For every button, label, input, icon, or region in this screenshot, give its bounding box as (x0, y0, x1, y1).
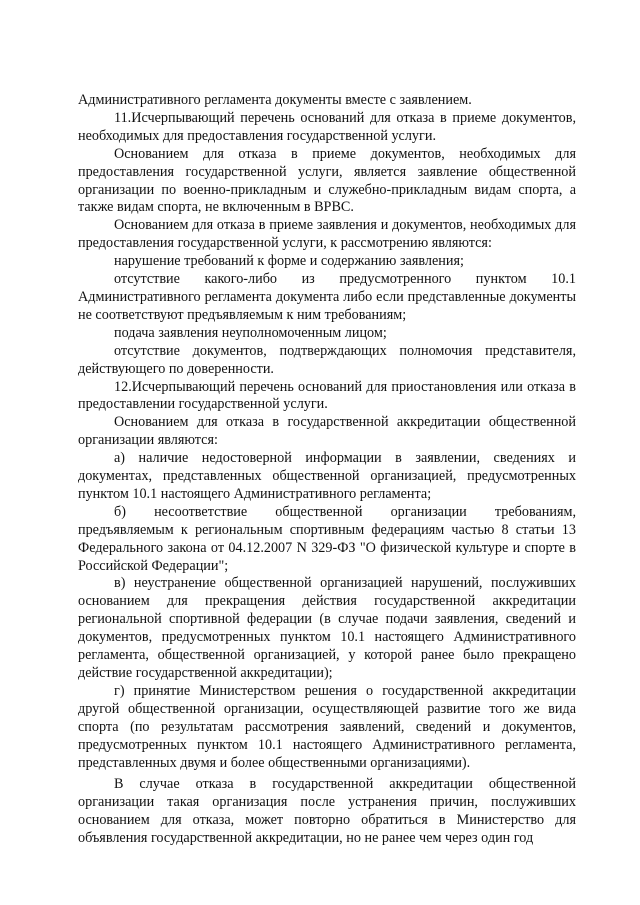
list-item-form-violation: нарушение требований к форме и содержанию заявления; (114, 253, 464, 270)
paragraph-refusal-grounds-intro: Основанием для отказа в приеме заявления и документов, необходимых для предоставления государственной услуги, к рассмотрению являются: (78, 217, 576, 252)
list-item-unauthorized-person: подача заявления неуполномоченным лицом; (114, 324, 387, 341)
paragraph-refusal-basis: Основанием для отказа в приеме документов, необходимых для предоставления государственной услуги, является заявление общественной организации по военно-прикладным и служебно-прикладным видам спорта, а также видам спорта, не включенным в ВРВС. (78, 145, 576, 216)
list-item-g: г) принятие Министерством решения о государственной аккредитации другой общественной организации, осуществляющей развитие того же вида спорта (по результатам рассмотрения заявлений, сведений и документов, предусмотренных пунктом 10.1 настоящего Административного регламента, представленных двумя и более общественными организациями). (78, 682, 576, 771)
list-item-missing-document: отсутствие какого-либо из предусмотренного пунктом 10.1 Административного регламента документа либо если представленные документы не соответствуют предъявляемым к ним требованиям; (78, 271, 576, 323)
section-11-heading: 11.Исчерпывающий перечень оснований для отказа в приеме документов, необходимых для предоставления государственной услуги. (78, 109, 576, 144)
paragraph-reapply: В случае отказа в государственной аккредитации общественной организации такая организация после устранения причин, послуживших основанием для отказа, может повторно обратиться в Министерство для объявления государственной аккредитации, но не ранее чем через один год (78, 776, 576, 847)
list-item-no-power-of-attorney: отсутствие документов, подтверждающих полномочия представителя, действующего по доверенности. (78, 342, 576, 377)
paragraph-accreditation-refusal-intro: Основанием для отказа в государственной аккредитации общественной организации являются: (78, 414, 576, 449)
list-item-v: в) неустранение общественной организацией нарушений, послуживших основанием для прекращения действия государственной аккредитации региональной спортивной федерации (в случае подачи заявления, сведений и документов, предусмотренных пунктом 10.1 настоящего Административного регламента, общественной организацией, у которой ранее было прекращено действие государственной аккредитации); (78, 575, 576, 681)
list-item-a: а) наличие недостоверной информации в заявлении, сведениях и документах, представленных общественной организацией, предусмотренных пунктом 10.1 настоящего Административного регламента; (78, 450, 576, 502)
paragraph-continuation: Административного регламента документы вместе с заявлением. (78, 92, 472, 108)
section-12-heading: 12.Исчерпывающий перечень оснований для приостановления или отказа в предоставлении государственной услуги. (78, 378, 576, 413)
list-item-b: б) несоответствие общественной организации требованиям, предъявляемым к региональным спортивным федерациям частью 8 статьи 13 Федерального закона от 04.12.2007 N 329-ФЗ "О физической культуре и спорте в Российской Федерации"; (78, 503, 576, 574)
